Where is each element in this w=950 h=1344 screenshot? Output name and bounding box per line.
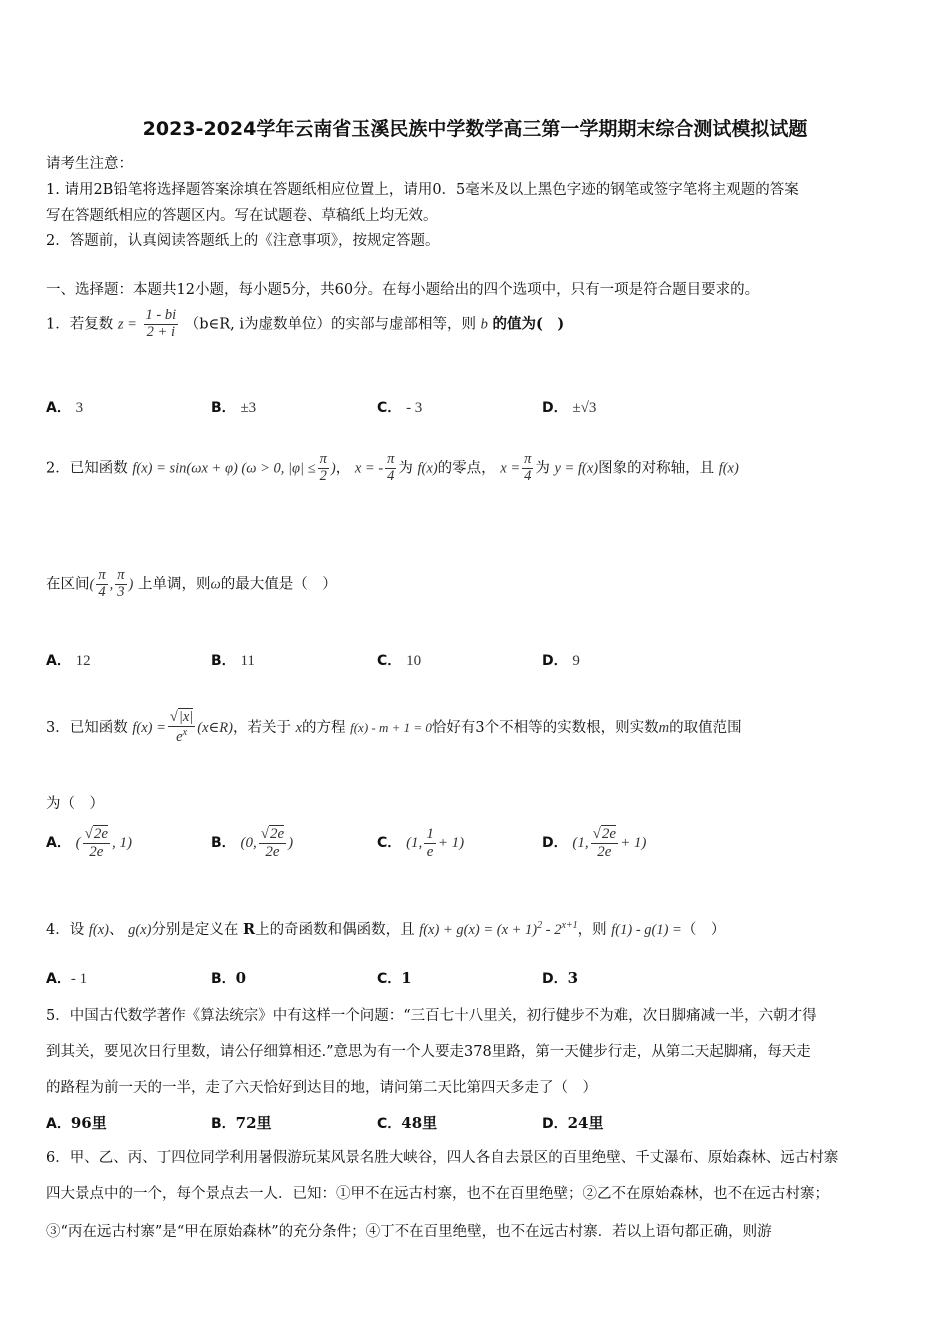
q5-option-b-label: B． <box>211 1116 236 1132</box>
q2-option-d-label: D． <box>542 653 568 669</box>
q4-f: f(x) <box>88 922 109 938</box>
q1-numerator: 1 - bi <box>145 307 177 323</box>
q3-option-d-label: D． <box>542 835 568 851</box>
q1-condition: （b∈R, i为虚数单位）的实部与虚部相等，则 <box>184 316 477 333</box>
q2-pi-over-4-a <box>385 452 396 485</box>
q1-prefix: 1．若复数 <box>46 316 114 333</box>
q2-x1: x = - <box>354 460 384 477</box>
q3-option-d-den: 2e <box>597 843 612 860</box>
q5-option-d[interactable] <box>542 1112 604 1133</box>
q2-x2: x = <box>500 460 521 477</box>
q3-option-b-frac <box>259 826 286 860</box>
q4-option-a[interactable] <box>46 968 87 988</box>
q4-eq2: - 2 <box>542 922 562 938</box>
q5-option-b-value: 72里 <box>235 1114 272 1132</box>
q4-option-d[interactable] <box>542 968 578 988</box>
q4-option-a-label: A． <box>46 971 71 987</box>
question-3 <box>46 710 906 746</box>
q2-option-c-value: 10 <box>406 653 422 669</box>
q1-option-d[interactable] <box>542 397 596 417</box>
q2-option-c-label: C． <box>377 653 402 669</box>
q3-e: e <box>176 728 183 745</box>
q1-option-d-value: ±√3 <box>572 400 597 416</box>
q1-option-b-label: B． <box>211 400 236 416</box>
q1-option-b[interactable] <box>211 397 256 417</box>
q5-option-c-label: C． <box>377 1116 402 1132</box>
q4-g: g(x) <box>128 922 152 938</box>
q2-omega: ω <box>210 576 221 593</box>
q4-paren: （ ） <box>681 922 726 938</box>
q3-option-b-num-val: 2e <box>269 826 285 842</box>
q4-then: ，则 <box>577 922 607 938</box>
question-6-line1: 6．甲、乙、丙、丁四位同学利用暑假游玩某风景名胜大峡谷，四人各自去景区的百里绝壁、千丈瀑布、原始森林、远古村寨 <box>46 1150 839 1166</box>
q4-option-d-label: D． <box>542 971 568 987</box>
q5-option-b[interactable] <box>211 1112 272 1133</box>
q3-equation: f(x) - m + 1 = 0 <box>350 719 432 735</box>
q4-option-d-value: 3 <box>567 969 579 987</box>
notice-item-1b: 写在答题纸相应的答题区内。写在试题卷、草稿纸上均无效。 <box>46 208 438 224</box>
q3-abs-x: |x| <box>178 709 194 725</box>
q3-option-b-den: 2e <box>265 843 280 860</box>
question-3-line2: 为（ ） <box>46 796 104 812</box>
q3-option-c-right: + 1) <box>437 835 465 851</box>
question-5-line3: 的路程为前一天的一半，走了六天恰好到达目的地，请问第二天比第四天多走了（ ） <box>46 1080 597 1096</box>
q3-option-b-left: (0, <box>240 835 257 851</box>
notice-item-1a: 1. 请用2B铅笔将选择题答案涂填在答题纸相应位置上，请用0．5毫米及以上黑色字迹的钢笔或签字笔将主观题的答案 <box>46 182 799 198</box>
q4-mid2: 上的奇函数和偶函数，且 <box>255 922 415 938</box>
q4-option-b[interactable] <box>211 968 246 988</box>
q5-option-a-value: 96里 <box>70 1114 107 1132</box>
q2-is1: 为 <box>398 460 413 477</box>
question-5-line2: 到其关，要见次日行里数，请公仔细算相还.”意思为有一个人要走378里路，第一天健步行走，从第二天起脚痛，每天走 <box>46 1044 811 1060</box>
q2-option-a-label: A． <box>46 653 71 669</box>
q2-pi-a: π <box>319 451 327 467</box>
q3-option-d[interactable] <box>542 826 646 860</box>
q1-var: b <box>480 316 488 333</box>
question-5-line1: 5．中国古代数学著作《算法统宗》中有这样一个问题：“三百七十八里关，初行健步不为难，次日脚痛减一半，六朝才得 <box>46 1008 817 1024</box>
q3-option-c-frac <box>424 826 436 860</box>
q5-option-a[interactable] <box>46 1112 107 1133</box>
q3-fx: f(x) = <box>132 719 166 736</box>
q2-pi-over-4-c <box>96 568 107 601</box>
q2-option-a[interactable] <box>46 650 91 670</box>
q3-denominator <box>168 727 195 746</box>
q3-option-a-num-val: 2e <box>93 826 109 842</box>
section-heading: 一、选择题：本题共12小题，每小题5分，共60分。在每小题给出的四个选项中，只有一项是符合题目要求的。 <box>46 282 760 298</box>
q2-line2-b: 上单调，则 <box>137 576 211 593</box>
q3-option-b-label: B． <box>211 835 236 851</box>
q2-option-c[interactable] <box>377 650 421 670</box>
q2-fx: f(x) <box>417 460 438 477</box>
q1-option-a-label: A． <box>46 400 71 416</box>
q2-pi-b: π <box>387 451 395 467</box>
q3-numerator: √|x| <box>169 709 194 725</box>
q2-option-d[interactable] <box>542 650 580 670</box>
q3-domain: (x∈R) <box>197 719 233 736</box>
q5-option-a-label: A． <box>46 1116 71 1132</box>
q2-is2: 为 <box>535 460 550 477</box>
q2-option-b-value: 11 <box>240 653 255 669</box>
q5-option-d-value: 24里 <box>567 1114 604 1132</box>
q3-eq-pre: 的方程 <box>302 719 346 736</box>
q1-suffix: 的值为( ) <box>492 315 565 333</box>
q3-option-d-right: + 1) <box>620 835 647 851</box>
q3-fraction <box>168 710 195 746</box>
q4-option-b-label: B． <box>211 971 236 987</box>
q2-pi-e: π <box>117 567 125 583</box>
q2-pi-over-3 <box>115 568 126 601</box>
q1-option-a-value: 3 <box>75 400 84 416</box>
q1-z: z = <box>117 316 137 333</box>
q2-pi-c: π <box>524 451 532 467</box>
q2-three: 3 <box>117 583 125 600</box>
q2-axis: 图象的对称轴，且 <box>598 460 715 477</box>
q1-option-c-label: C． <box>377 400 402 416</box>
notice-item-2: 2．答题前，认真阅读答题纸上的《注意事项》，按规定答题。 <box>46 233 440 249</box>
notice-heading: 请考生注意： <box>46 156 133 172</box>
q2-zero: 的零点， <box>437 460 496 477</box>
q2-close: ) <box>330 460 336 477</box>
q3-tail: 的取值范围 <box>669 719 742 736</box>
q3-option-b-num: √2e <box>260 826 285 842</box>
q2-interval-open: ( <box>89 576 95 593</box>
q3-option-a-left: ( <box>75 835 81 851</box>
q1-option-a[interactable] <box>46 397 83 417</box>
q3-option-d-num-val: 2e <box>601 826 617 842</box>
q2-four-c: 4 <box>98 583 106 600</box>
q2-option-b[interactable] <box>211 650 255 670</box>
q3-option-c-num: 1 <box>426 826 434 842</box>
q2-function: f(x) = sin(ωx + φ) (ω > 0, |φ| ≤ <box>132 460 316 477</box>
q5-option-c-value: 48里 <box>401 1114 438 1132</box>
q3-x: x <box>295 719 302 736</box>
q3-option-d-num: √2e <box>592 826 617 842</box>
q4-mid: 分别是定义在 <box>151 922 239 938</box>
q3-option-c-label: C． <box>377 835 402 851</box>
q3-option-a-frac <box>83 826 110 860</box>
q1-option-c[interactable] <box>377 397 422 417</box>
q2-interval-close: ) <box>128 576 134 593</box>
q2-option-b-label: B． <box>211 653 236 669</box>
q2-fx2: f(x) <box>718 460 739 477</box>
q3-m: m <box>658 719 670 736</box>
q4-sep: 、 <box>108 922 124 938</box>
q3-option-a-label: A． <box>46 835 71 851</box>
q2-line2-a: 在区间 <box>46 576 90 593</box>
q1-fraction <box>144 308 179 341</box>
q3-option-c[interactable] <box>377 826 464 860</box>
question-2 <box>46 452 906 485</box>
q2-pi-over-2 <box>318 452 329 485</box>
q4-exp1: 2 <box>537 920 543 932</box>
q3-option-d-frac <box>591 826 618 860</box>
q4-option-b-value: 0 <box>235 969 247 987</box>
q3-option-d-left: (1, <box>572 835 589 851</box>
q3-option-a[interactable] <box>46 826 132 860</box>
q4-option-c-value: 1 <box>401 969 412 987</box>
page-title: 2023-2024学年云南省玉溪民族中学数学高三第一学期期末综合测试模拟试题 <box>142 118 808 140</box>
q2-two: 2 <box>319 467 327 484</box>
q3-option-b[interactable] <box>211 826 293 860</box>
q2-four-b: 4 <box>524 467 532 484</box>
q3-option-c-left: (1, <box>406 835 423 851</box>
q4-exp2: x+1 <box>561 920 578 932</box>
q1-option-d-label: D． <box>542 400 568 416</box>
q3-option-b-right: ) <box>288 835 294 851</box>
question-2-line2 <box>46 568 906 601</box>
q2-yfx: y = f(x) <box>554 460 599 477</box>
q2-comma: ， <box>335 460 351 477</box>
q4-eq: f(x) + g(x) = (x + 1) <box>419 922 538 938</box>
q4-ask: f(1) - g(1) = <box>611 922 682 938</box>
q1-option-c-value: - 3 <box>406 400 423 416</box>
q3-option-a-den: 2e <box>89 843 104 860</box>
q2-option-d-value: 9 <box>572 653 580 669</box>
q3-mid: ，若关于 <box>232 719 291 736</box>
q4-prefix: 4．设 <box>46 922 85 938</box>
q2-interval-sep: , <box>109 576 114 593</box>
q3-option-c-den: e <box>426 843 434 860</box>
question-6-line2: 四大景点中的一个，每个景点去一人．已知：①甲不在远古村寨，也不在百里绝壁；②乙不在原始森林，也不在远古村寨； <box>46 1186 829 1202</box>
q3-option-a-num: √2e <box>84 826 109 842</box>
question-6-line3: ③“丙在远古村寨”是“甲在原始森林”的充分条件；④丁不在百里绝壁，也不在远古村寨．若以上语句都正确，则游 <box>46 1224 772 1240</box>
q1-option-b-value: ±3 <box>240 400 257 416</box>
q4-option-a-value: - 1 <box>70 971 88 987</box>
q4-R: R <box>243 921 256 938</box>
q3-eq-post: 恰好有3个不相等的实数根，则实数 <box>431 719 659 736</box>
question-1 <box>46 308 906 341</box>
q2-four-a: 4 <box>387 467 395 484</box>
q2-pi-d: π <box>98 567 106 583</box>
q4-option-c-label: C． <box>377 971 402 987</box>
q5-option-c[interactable] <box>377 1112 437 1133</box>
q2-option-a-value: 12 <box>75 653 91 669</box>
q4-option-c[interactable] <box>377 968 412 988</box>
q3-prefix: 3．已知函数 <box>46 719 128 736</box>
q2-line2-c: 的最大值是（ ） <box>220 576 337 593</box>
q2-prefix: 2．已知函数 <box>46 460 128 477</box>
q3-e-exp: x <box>182 726 188 738</box>
q5-option-d-label: D． <box>542 1116 568 1132</box>
question-4 <box>46 918 906 939</box>
q1-denominator: 2 + i <box>146 323 175 340</box>
q2-pi-over-4-b <box>522 452 533 485</box>
q3-option-a-right: , 1) <box>112 835 133 851</box>
